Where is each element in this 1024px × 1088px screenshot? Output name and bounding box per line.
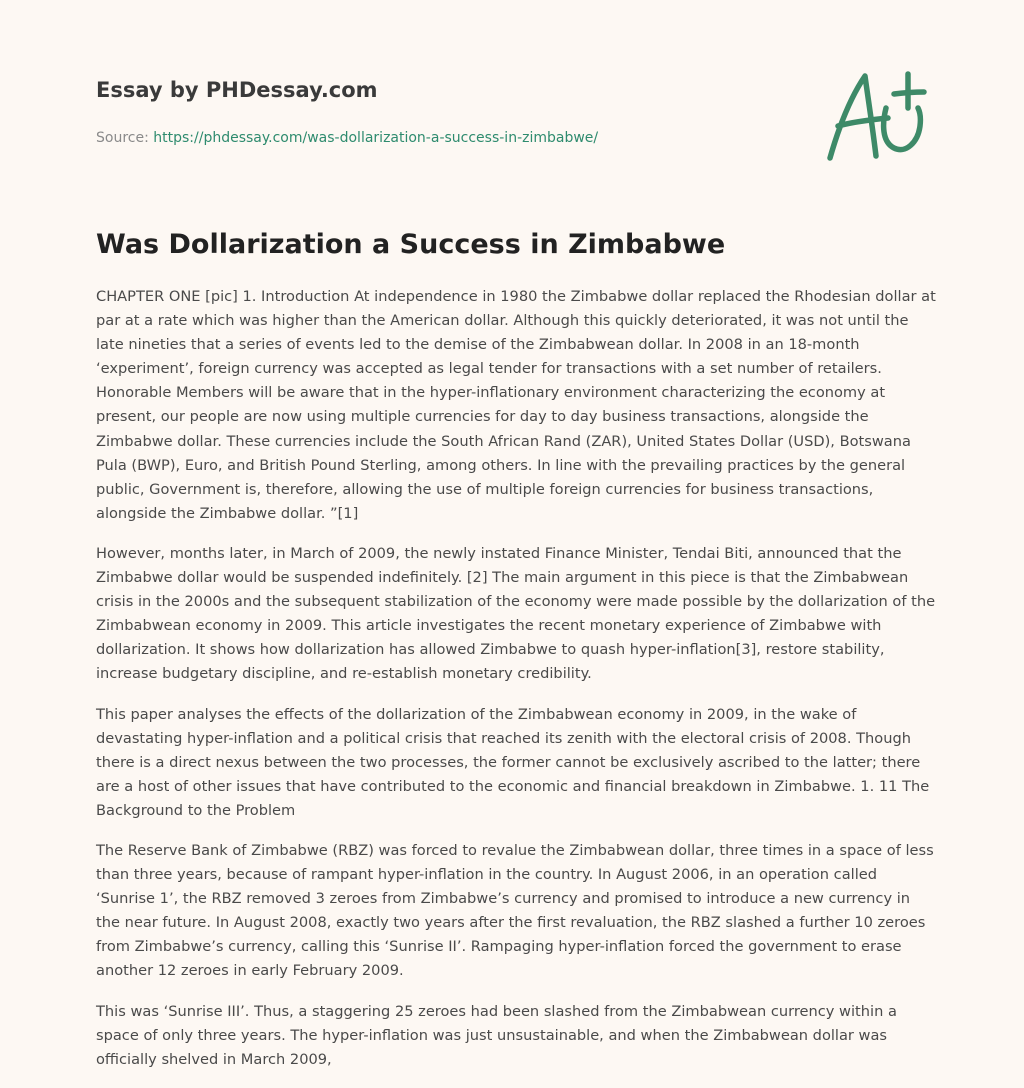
source-label: Source: — [96, 130, 154, 146]
essay-paragraph: The Reserve Bank of Zimbabwe (RBZ) was forced to revalue the Zimbabwean dollar, three times in a space of less than three years, because of rampant hyper-inflation in the country. In August 2006, in an operation called ‘Sunrise 1’, the RBZ removed 3 zeroes from Zimbabwe’s currency and promised to introduce a new currency in the near future. In August 2008, exactly two years after the first revaluation, the RBZ slashed a further 10 zeroes from Zimbabwe’s currency, calling this ‘Sunrise II’. Rampaging hyper-inflation forced the government to erase another 12 zeroes in early February 2009. — [96, 841, 934, 980]
source-line — [96, 128, 796, 148]
essay-body — [96, 285, 936, 1088]
essay-paragraph: However, months later, in March of 2009, the newly instated Finance Minister, Tendai Biti, announced that the Zimbabwe dollar would be suspended indefinitely. [2] The main argument in this piece is that the Zimbabwean crisis in the 2000s and the subsequent stabilization of the economy were made possible by the dollarization of the Zimbabwean economy in 2009. This article investigates the recent monetary experience of Zimbabwe with dollarization. It shows how dollarization has allowed Zimbabwe to quash hyper-inflation[3], restore stability, increase budgetary discipline, and re-establish monetary credibility. — [96, 544, 936, 683]
essay-title: Was Dollarization a Success in Zimbabwe — [96, 229, 726, 260]
essay-paragraph: This paper analyses the effects of the dollarization of the Zimbabwean economy in 2009, in the wake of devastating hyper-inflation and a political crisis that reached its zenith with the electoral crisis of 2008. Though there is a direct nexus between the two processes, the former cannot be exclusively ascribed to the latter; there are a host of other issues that have contributed to the economic and financial breakdown in Zimbabwe. 1. 11 The Background to the Problem — [96, 705, 930, 819]
essay-paragraph: This was ‘Sunrise III’. Thus, a staggering 25 zeroes had been slashed from the Zimbabwean currency within a space of only three years. The hyper-inflation was just unsustainable, and when the Zimbabwean dollar was officially shelved in March 2009, — [96, 1002, 897, 1068]
site-brand: Essay by PHDessay.com — [96, 78, 378, 102]
essay-paragraph: CHAPTER ONE [pic] 1. Introduction At independence in 1980 the Zimbabwe dollar replaced the Rhodesian dollar at par at a rate which was higher than the American dollar. Although this quickly deteriorated, it was not until the late nineties that a series of events led to the demise of the Zimbabwean dollar. In 2008 in an 18-month ‘experiment’, foreign currency was accepted as legal tender for transactions with a set number of retailers. Honorable Members will be aware that in the hyper-inflationary environment characterizing the economy at present, our people are now using multiple currencies for day to day business transactions, alongside the Zimbabwe dollar. These currencies include the South African Rand (ZAR), United States Dollar (USD), Botswana Pula (BWP), Euro, and British Pound Sterling, among others. In line with the prevailing practices by the general public, Government is, therefore, allowing the use of multiple foreign currencies for business transactions, alongside the Zimbabwe dollar. ”[1] — [96, 288, 936, 522]
source-link[interactable]: https://phdessay.com/was-dollarization-a-success-in-zimbabwe/ — [153, 130, 599, 146]
page-header — [96, 76, 796, 148]
a-plus-grade-icon — [820, 68, 930, 166]
